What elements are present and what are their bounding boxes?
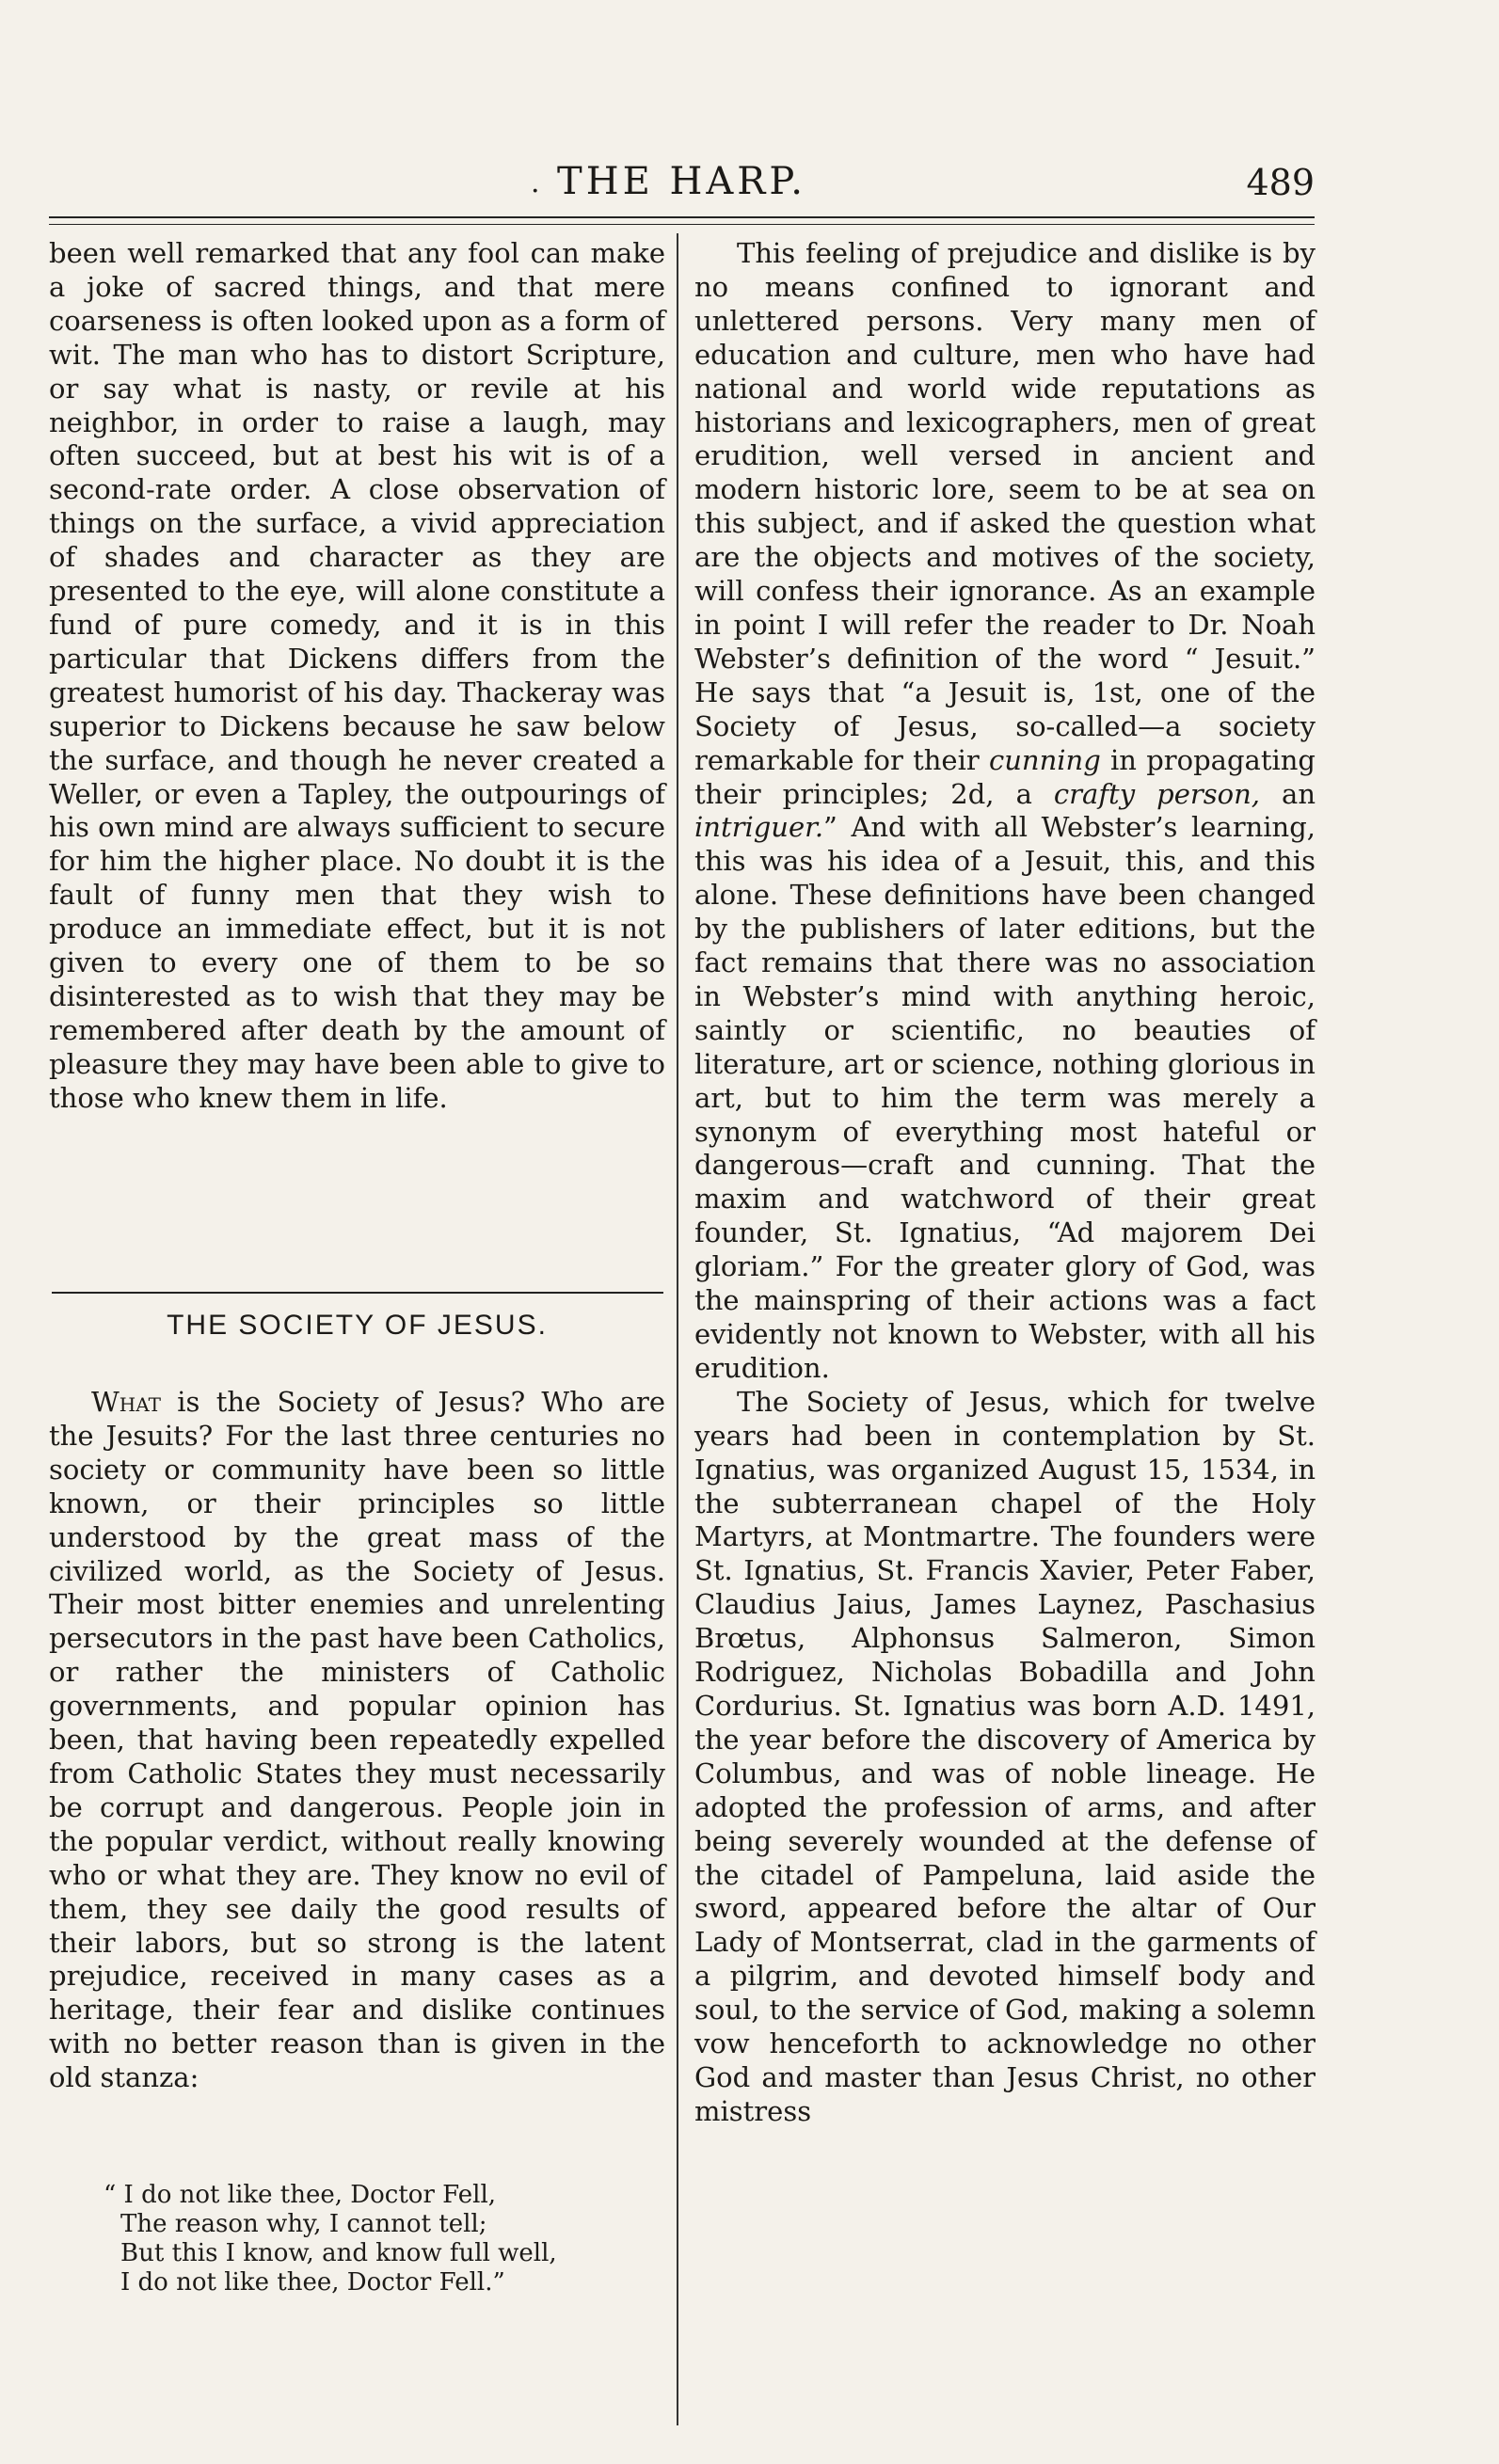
paragraph-text: This feeling of prejudice and dislike is by no means confined to ignorant and unlettered persons. Very many men of education and culture, men who have had national and world wide reputations as historians and lexicographers, men of great erudition, well versed in ancient and modern historic lore, seem to be at sea on this subject, and if asked the question what are the objects and motives of the society, will confess their ignorance. As an example in point I will refer the reader to Dr. Noah Webster’s definition of the word “ Jesuit.” He says that “a Jesuit is, 1st, one of the Society of Jesus, so-called—a society remarkable for their — [694, 237, 1316, 776]
section-heading: THE SOCIETY OF JESUS. — [167, 1310, 548, 1341]
prejudice-paragraph — [694, 237, 1316, 1386]
left-column-continuation — [49, 237, 665, 1116]
article-opening-paragraph — [49, 1386, 665, 2095]
opening-text: is the Society of Jesus? Who are the Jesuits? For the last three centuries no society or community have been so little known, or their principles so little understood by the great mass of the civilized world, as the Society of Jesus. Their most bitter enemies and unrelenting persecutors in the past have been Catholics, or rather the ministers of Catholic governments, and popular opinion has been, that having been repeatedly expelled from Catholic States they must necessarily be corrupt and dangerous. People join in the popular verdict, without really knowing who or what they are. They know no evil of them, they see daily the good results of their labors, but so strong is the latent prejudice, received in many cases as a heritage, their fear and dislike continues with no better reason than is given in the old stanza: — [49, 1386, 665, 2094]
italic-text: intriguer. — [694, 811, 824, 844]
italic-text: cunning — [988, 743, 1101, 776]
verse-stanza — [104, 2181, 668, 2297]
running-title: THE HARP. — [557, 160, 806, 203]
header-rule — [49, 216, 1315, 225]
founding-paragraph: The Society of Jesus, which for twelve years had been in contemplation by St. Ignatius, was organized August 15, 1534, in the subterranean chapel of the Holy Martyrs, at Montmartre. The founders were St. Ignatius, St. Francis Xavier, Peter Faber, Claudius Jaius, James Laynez, Paschasius Brœtus, Alphonsus Salmeron, Simon Rodriguez, Nicholas Bobadilla and John Cordurius. St. Ignatius was born A.D. 1491, the year before the discovery of America by Columbus, and was of noble lineage. He adopted the profession of arms, and after being severely wounded at the defense of the citadel of Pampeluna, laid aside the sword, appeared before the altar of Our Lady of Montserrat, clad in the garments of a pilgrim, and devoted himself body and soul, to the service of God, making a solemn vow henceforth to acknowledge no other God and master than Jesus Christ, no other mistress — [694, 1385, 1316, 2127]
verse-line: But this I know, and know full well, — [120, 2239, 557, 2267]
verse-line: “ I do not like thee, Doctor Fell, — [104, 2181, 497, 2209]
continuation-paragraph: been well remarked that any fool can make a joke of sacred things, and that mere coarseness is often looked upon as a form of wit. The man who has to distort Scripture, or say what is nasty, or revile at his neighbor, in order to raise a laugh, may often succeed, but at best his wit is of a second-rate order. A close observation of things on the surface, a vivid appreciation of shades and character as they are presented to the eye, will alone constitute a fund of pure comedy, and it is in this particular that Dickens differs from the greatest humorist of his day. Thackeray was superior to Dickens because he saw below the surface, and though he never created a Weller, or even a Tapley, the outpourings of his own mind are always sufficient to secure for him the higher place. No doubt it is the fault of funny men that they wish to produce an immediate effect, but it is not given to every one of them to be so disinterested as to wish that they may be remembered after death by the amount of pleasure they may have been able to give to those who knew them in life. — [49, 237, 665, 1114]
paragraph-text: ” And with all Webster’s learning, this was his idea of a Jesuit, this, and this alone. These definitions have been changed by the publishers of later editions, but the fact remains that there was no association in Webster’s mind with anything heroic, saintly or scientific, no beauties of literature, art or science, nothing glorious in art, but to him the term was merely a synonym of everything most hateful or dangerous—craft and cunning. That the maxim and watchword of their great founder, St. Ignatius, “Ad majorem Dei gloriam.” For the greater glory of God, was the mainspring of their actions was a fact evidently not known to Webster, with all his erudition. — [694, 811, 1316, 1384]
lead-word: What — [91, 1386, 161, 1418]
page-number: 489 — [1246, 162, 1315, 203]
verse-line: The reason why, I cannot tell; — [120, 2210, 487, 2238]
article-opening — [49, 1386, 665, 2095]
italic-text: crafty person, — [1053, 777, 1260, 810]
verse-line: I do not like thee, Doctor Fell.” — [120, 2268, 505, 2297]
column-divider — [677, 233, 678, 2425]
paragraph-text: an — [1259, 777, 1316, 810]
section-rule — [52, 1292, 663, 1294]
header-dot: · — [531, 175, 540, 208]
paragraph-text: in propagating their principles; 2d, a — [694, 743, 1316, 810]
page-header — [49, 158, 1315, 215]
right-column — [694, 237, 1316, 2129]
